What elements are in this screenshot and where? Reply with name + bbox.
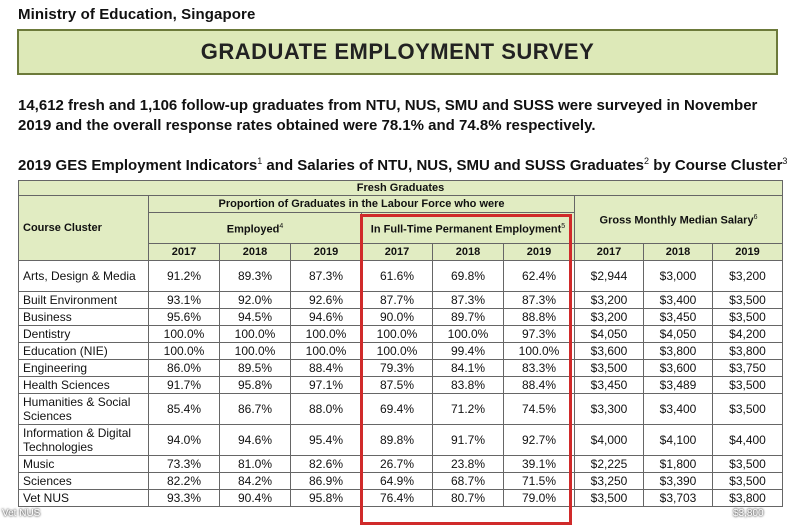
- value-cell: $3,600: [575, 343, 644, 360]
- table-row: [19, 473, 783, 490]
- value-cell: 87.3%: [433, 292, 504, 309]
- value-cell: 93.3%: [149, 490, 220, 507]
- value-cell: 87.3%: [504, 292, 575, 309]
- value-cell: 95.4%: [291, 425, 362, 456]
- footnote-1: 1: [257, 156, 263, 166]
- table-heading-part3: by Course Cluster: [649, 157, 783, 174]
- value-cell: 95.8%: [220, 377, 291, 394]
- value-cell: $3,300: [575, 394, 644, 425]
- value-cell: $1,800: [644, 456, 713, 473]
- course-cluster-cell: Arts, Design & Media: [19, 261, 149, 292]
- value-cell: 93.1%: [149, 292, 220, 309]
- table-heading: [18, 156, 798, 174]
- value-cell: 97.1%: [291, 377, 362, 394]
- value-cell: 68.7%: [433, 473, 504, 490]
- year-header-cell: 2019: [504, 244, 575, 261]
- value-cell: 99.4%: [433, 343, 504, 360]
- table-row: [19, 490, 783, 507]
- value-cell: $3,390: [644, 473, 713, 490]
- table-row: [19, 343, 783, 360]
- course-cluster-cell: Vet NUS: [19, 490, 149, 507]
- value-cell: $4,100: [644, 425, 713, 456]
- value-cell: $3,500: [575, 360, 644, 377]
- value-cell: 90.4%: [220, 490, 291, 507]
- value-cell: 80.7%: [433, 490, 504, 507]
- value-cell: 100.0%: [504, 343, 575, 360]
- table-row: [19, 309, 783, 326]
- value-cell: $3,703: [644, 490, 713, 507]
- value-cell: 89.5%: [220, 360, 291, 377]
- value-cell: 94.6%: [220, 425, 291, 456]
- value-cell: 92.0%: [220, 292, 291, 309]
- course-cluster-cell: Built Environment: [19, 292, 149, 309]
- value-cell: 91.7%: [149, 377, 220, 394]
- value-cell: 81.0%: [220, 456, 291, 473]
- value-cell: $3,800: [713, 343, 783, 360]
- intro-paragraph: 14,612 fresh and 1,106 follow-up graduates from NTU, NUS, SMU and SUSS were surveyed in November 2019 and the overall response rates obtained were 78.1% and 74.8% respectively.: [18, 97, 758, 134]
- fresh-graduates-header: Fresh Graduates: [19, 181, 783, 196]
- value-cell: $3,500: [713, 394, 783, 425]
- value-cell: 82.6%: [291, 456, 362, 473]
- value-cell: $3,500: [713, 377, 783, 394]
- value-cell: 88.8%: [504, 309, 575, 326]
- value-cell: 100.0%: [291, 343, 362, 360]
- value-cell: 94.0%: [149, 425, 220, 456]
- value-cell: $3,500: [713, 473, 783, 490]
- value-cell: 71.5%: [504, 473, 575, 490]
- value-cell: 61.6%: [362, 261, 433, 292]
- value-cell: 89.3%: [220, 261, 291, 292]
- course-cluster-cell: Business: [19, 309, 149, 326]
- course-cluster-cell: Sciences: [19, 473, 149, 490]
- value-cell: 86.7%: [220, 394, 291, 425]
- value-cell: 79.0%: [504, 490, 575, 507]
- value-cell: 23.8%: [433, 456, 504, 473]
- year-header-cell: 2017: [362, 244, 433, 261]
- value-cell: 100.0%: [362, 343, 433, 360]
- value-cell: $3,500: [713, 292, 783, 309]
- employed-header: [149, 213, 362, 244]
- value-cell: $4,200: [713, 326, 783, 343]
- value-cell: 89.7%: [433, 309, 504, 326]
- survey-title-banner: [17, 29, 778, 75]
- value-cell: $3,500: [713, 456, 783, 473]
- course-cluster-header: Course Cluster: [19, 196, 149, 261]
- ministry-name: Ministry of Education, Singapore: [18, 6, 256, 23]
- value-cell: 100.0%: [291, 326, 362, 343]
- value-cell: 94.6%: [291, 309, 362, 326]
- footnote-2: 2: [644, 156, 650, 166]
- table-row: [19, 360, 783, 377]
- salary-header: [575, 196, 783, 244]
- table-row: [19, 326, 783, 343]
- value-cell: $3,450: [644, 309, 713, 326]
- value-cell: 100.0%: [220, 326, 291, 343]
- value-cell: 100.0%: [220, 343, 291, 360]
- value-cell: $3,800: [644, 343, 713, 360]
- value-cell: $2,225: [575, 456, 644, 473]
- value-cell: 95.8%: [291, 490, 362, 507]
- value-cell: 87.3%: [291, 261, 362, 292]
- value-cell: 100.0%: [362, 326, 433, 343]
- value-cell: 39.1%: [504, 456, 575, 473]
- watermark-right: $3,800: [733, 508, 764, 519]
- value-cell: 88.0%: [291, 394, 362, 425]
- value-cell: $3,750: [713, 360, 783, 377]
- value-cell: $3,450: [575, 377, 644, 394]
- value-cell: 26.7%: [362, 456, 433, 473]
- year-header-cell: 2019: [291, 244, 362, 261]
- course-cluster-cell: Education (NIE): [19, 343, 149, 360]
- value-cell: $3,400: [644, 394, 713, 425]
- year-header-cell: 2017: [575, 244, 644, 261]
- value-cell: 83.3%: [504, 360, 575, 377]
- value-cell: 90.0%: [362, 309, 433, 326]
- value-cell: 74.5%: [504, 394, 575, 425]
- value-cell: $3,200: [575, 292, 644, 309]
- year-header-cell: 2017: [149, 244, 220, 261]
- value-cell: $3,000: [644, 261, 713, 292]
- year-header-cell: 2019: [713, 244, 783, 261]
- value-cell: 85.4%: [149, 394, 220, 425]
- year-header-cell: 2018: [433, 244, 504, 261]
- footnote-6: 6: [753, 214, 758, 222]
- value-cell: $4,050: [644, 326, 713, 343]
- value-cell: 88.4%: [291, 360, 362, 377]
- value-cell: 87.5%: [362, 377, 433, 394]
- survey-title: GRADUATE EMPLOYMENT SURVEY: [200, 39, 595, 64]
- value-cell: 84.2%: [220, 473, 291, 490]
- value-cell: 88.4%: [504, 377, 575, 394]
- value-cell: $3,600: [644, 360, 713, 377]
- value-cell: 100.0%: [433, 326, 504, 343]
- fulltime-header-label: In Full-Time Permanent Employment: [370, 223, 562, 236]
- value-cell: 71.2%: [433, 394, 504, 425]
- footnote-3: 3: [782, 156, 788, 166]
- table-row: [19, 261, 783, 292]
- value-cell: 92.6%: [291, 292, 362, 309]
- table-row: [19, 292, 783, 309]
- proportion-header: Proportion of Graduates in the Labour Force who were: [149, 196, 575, 213]
- course-cluster-cell: Humanities & Social Sciences: [19, 394, 149, 425]
- value-cell: $3,200: [575, 309, 644, 326]
- salary-header-label: Gross Monthly Median Salary: [599, 214, 754, 227]
- employed-header-label: Employed: [226, 223, 280, 236]
- value-cell: 64.9%: [362, 473, 433, 490]
- value-cell: $4,050: [575, 326, 644, 343]
- table-body: [19, 261, 783, 507]
- table-row: [19, 394, 783, 425]
- course-cluster-cell: Engineering: [19, 360, 149, 377]
- value-cell: 62.4%: [504, 261, 575, 292]
- watermark-left: Vet NUS: [2, 508, 41, 519]
- footnote-5: 5: [561, 222, 566, 230]
- value-cell: $3,800: [713, 490, 783, 507]
- table-row: [19, 377, 783, 394]
- table-heading-part2: and Salaries of NTU, NUS, SMU and SUSS Graduates: [262, 157, 645, 174]
- value-cell: 91.7%: [433, 425, 504, 456]
- value-cell: 100.0%: [149, 343, 220, 360]
- year-header-cell: 2018: [644, 244, 713, 261]
- value-cell: 92.7%: [504, 425, 575, 456]
- value-cell: 97.3%: [504, 326, 575, 343]
- value-cell: 89.8%: [362, 425, 433, 456]
- value-cell: 86.0%: [149, 360, 220, 377]
- value-cell: $3,500: [575, 490, 644, 507]
- value-cell: $3,250: [575, 473, 644, 490]
- value-cell: $3,489: [644, 377, 713, 394]
- table-heading-part1: 2019 GES Employment Indicators: [18, 157, 258, 174]
- table-row: [19, 456, 783, 473]
- value-cell: $4,000: [575, 425, 644, 456]
- value-cell: 69.8%: [433, 261, 504, 292]
- value-cell: $4,400: [713, 425, 783, 456]
- value-cell: 86.9%: [291, 473, 362, 490]
- value-cell: 83.8%: [433, 377, 504, 394]
- course-cluster-cell: Dentistry: [19, 326, 149, 343]
- fulltime-header: [362, 213, 575, 244]
- value-cell: 73.3%: [149, 456, 220, 473]
- value-cell: 84.1%: [433, 360, 504, 377]
- value-cell: 79.3%: [362, 360, 433, 377]
- value-cell: $3,400: [644, 292, 713, 309]
- table-row: [19, 425, 783, 456]
- employment-table: [18, 180, 783, 507]
- value-cell: 87.7%: [362, 292, 433, 309]
- value-cell: 69.4%: [362, 394, 433, 425]
- value-cell: 95.6%: [149, 309, 220, 326]
- footnote-4: 4: [279, 222, 284, 230]
- value-cell: 82.2%: [149, 473, 220, 490]
- value-cell: 94.5%: [220, 309, 291, 326]
- course-cluster-cell: Music: [19, 456, 149, 473]
- course-cluster-cell: Information & Digital Technologies: [19, 425, 149, 456]
- value-cell: 76.4%: [362, 490, 433, 507]
- value-cell: 91.2%: [149, 261, 220, 292]
- value-cell: $2,944: [575, 261, 644, 292]
- value-cell: 100.0%: [149, 326, 220, 343]
- course-cluster-cell: Health Sciences: [19, 377, 149, 394]
- value-cell: $3,500: [713, 309, 783, 326]
- year-header-cell: 2018: [220, 244, 291, 261]
- value-cell: $3,200: [713, 261, 783, 292]
